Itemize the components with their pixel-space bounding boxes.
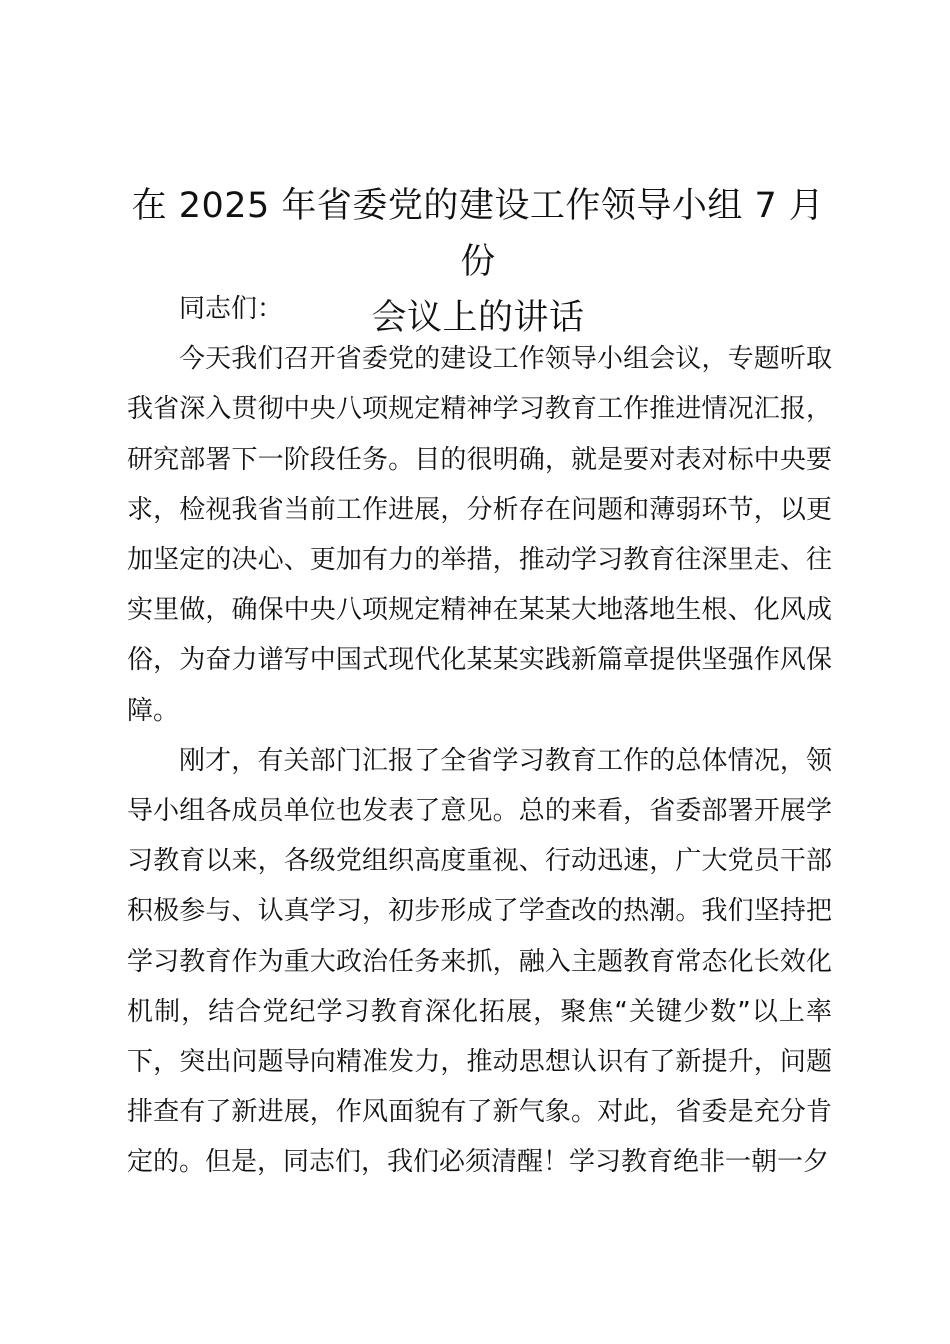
paragraph-review: 刚才，有关部门汇报了全省学习教育工作的总体情况，领导小组各成员单位也发表了意见。总的来看，省委部署开展学习教育以来，各级党组织高度重视、行动迅速，广大党员干部积极参与、认真学习，初步形成了学查改的热潮。我们坚持把学习教育作为重大政治任务来抓，融入主题教育常态化长效化机制，结合党纪学习教育深化拓展，聚焦“关键少数”以上率下，突出问题导向精准发力，推动思想认识有了新提升，问题排查有了新进展，作风面貌有了新气象。对此，省委是充分肯定的。但是，同志们，我们必须清醒！学习教育绝非一朝一夕 — [127, 745, 832, 1178]
document-body — [127, 284, 832, 1188]
title-line-1: 在 2025 年省委党的建设工作领导小组 7 月份 — [131, 186, 825, 282]
salutation: 同志们： — [179, 294, 284, 324]
paragraph-opening: 今天我们召开省委党的建设工作领导小组会议，专题听取我省深入贯彻中央八项规定精神学习教育工作推进情况汇报，研究部署下一阶段任务。目的很明确，就是要对表对标中央要求，检视我省当前工作进展，分析存在问题和薄弱环节，以更加坚定的决心、更加有力的举措，推动学习教育往深里走、往实里做，确保中央八项规定精神在某某大地落地生根、化风成俗，为奋力谱写中国式现代化某某实践新篇章提供坚强作风保障。 — [127, 344, 832, 726]
title-line-2: 会议上的讲话 — [371, 298, 585, 338]
